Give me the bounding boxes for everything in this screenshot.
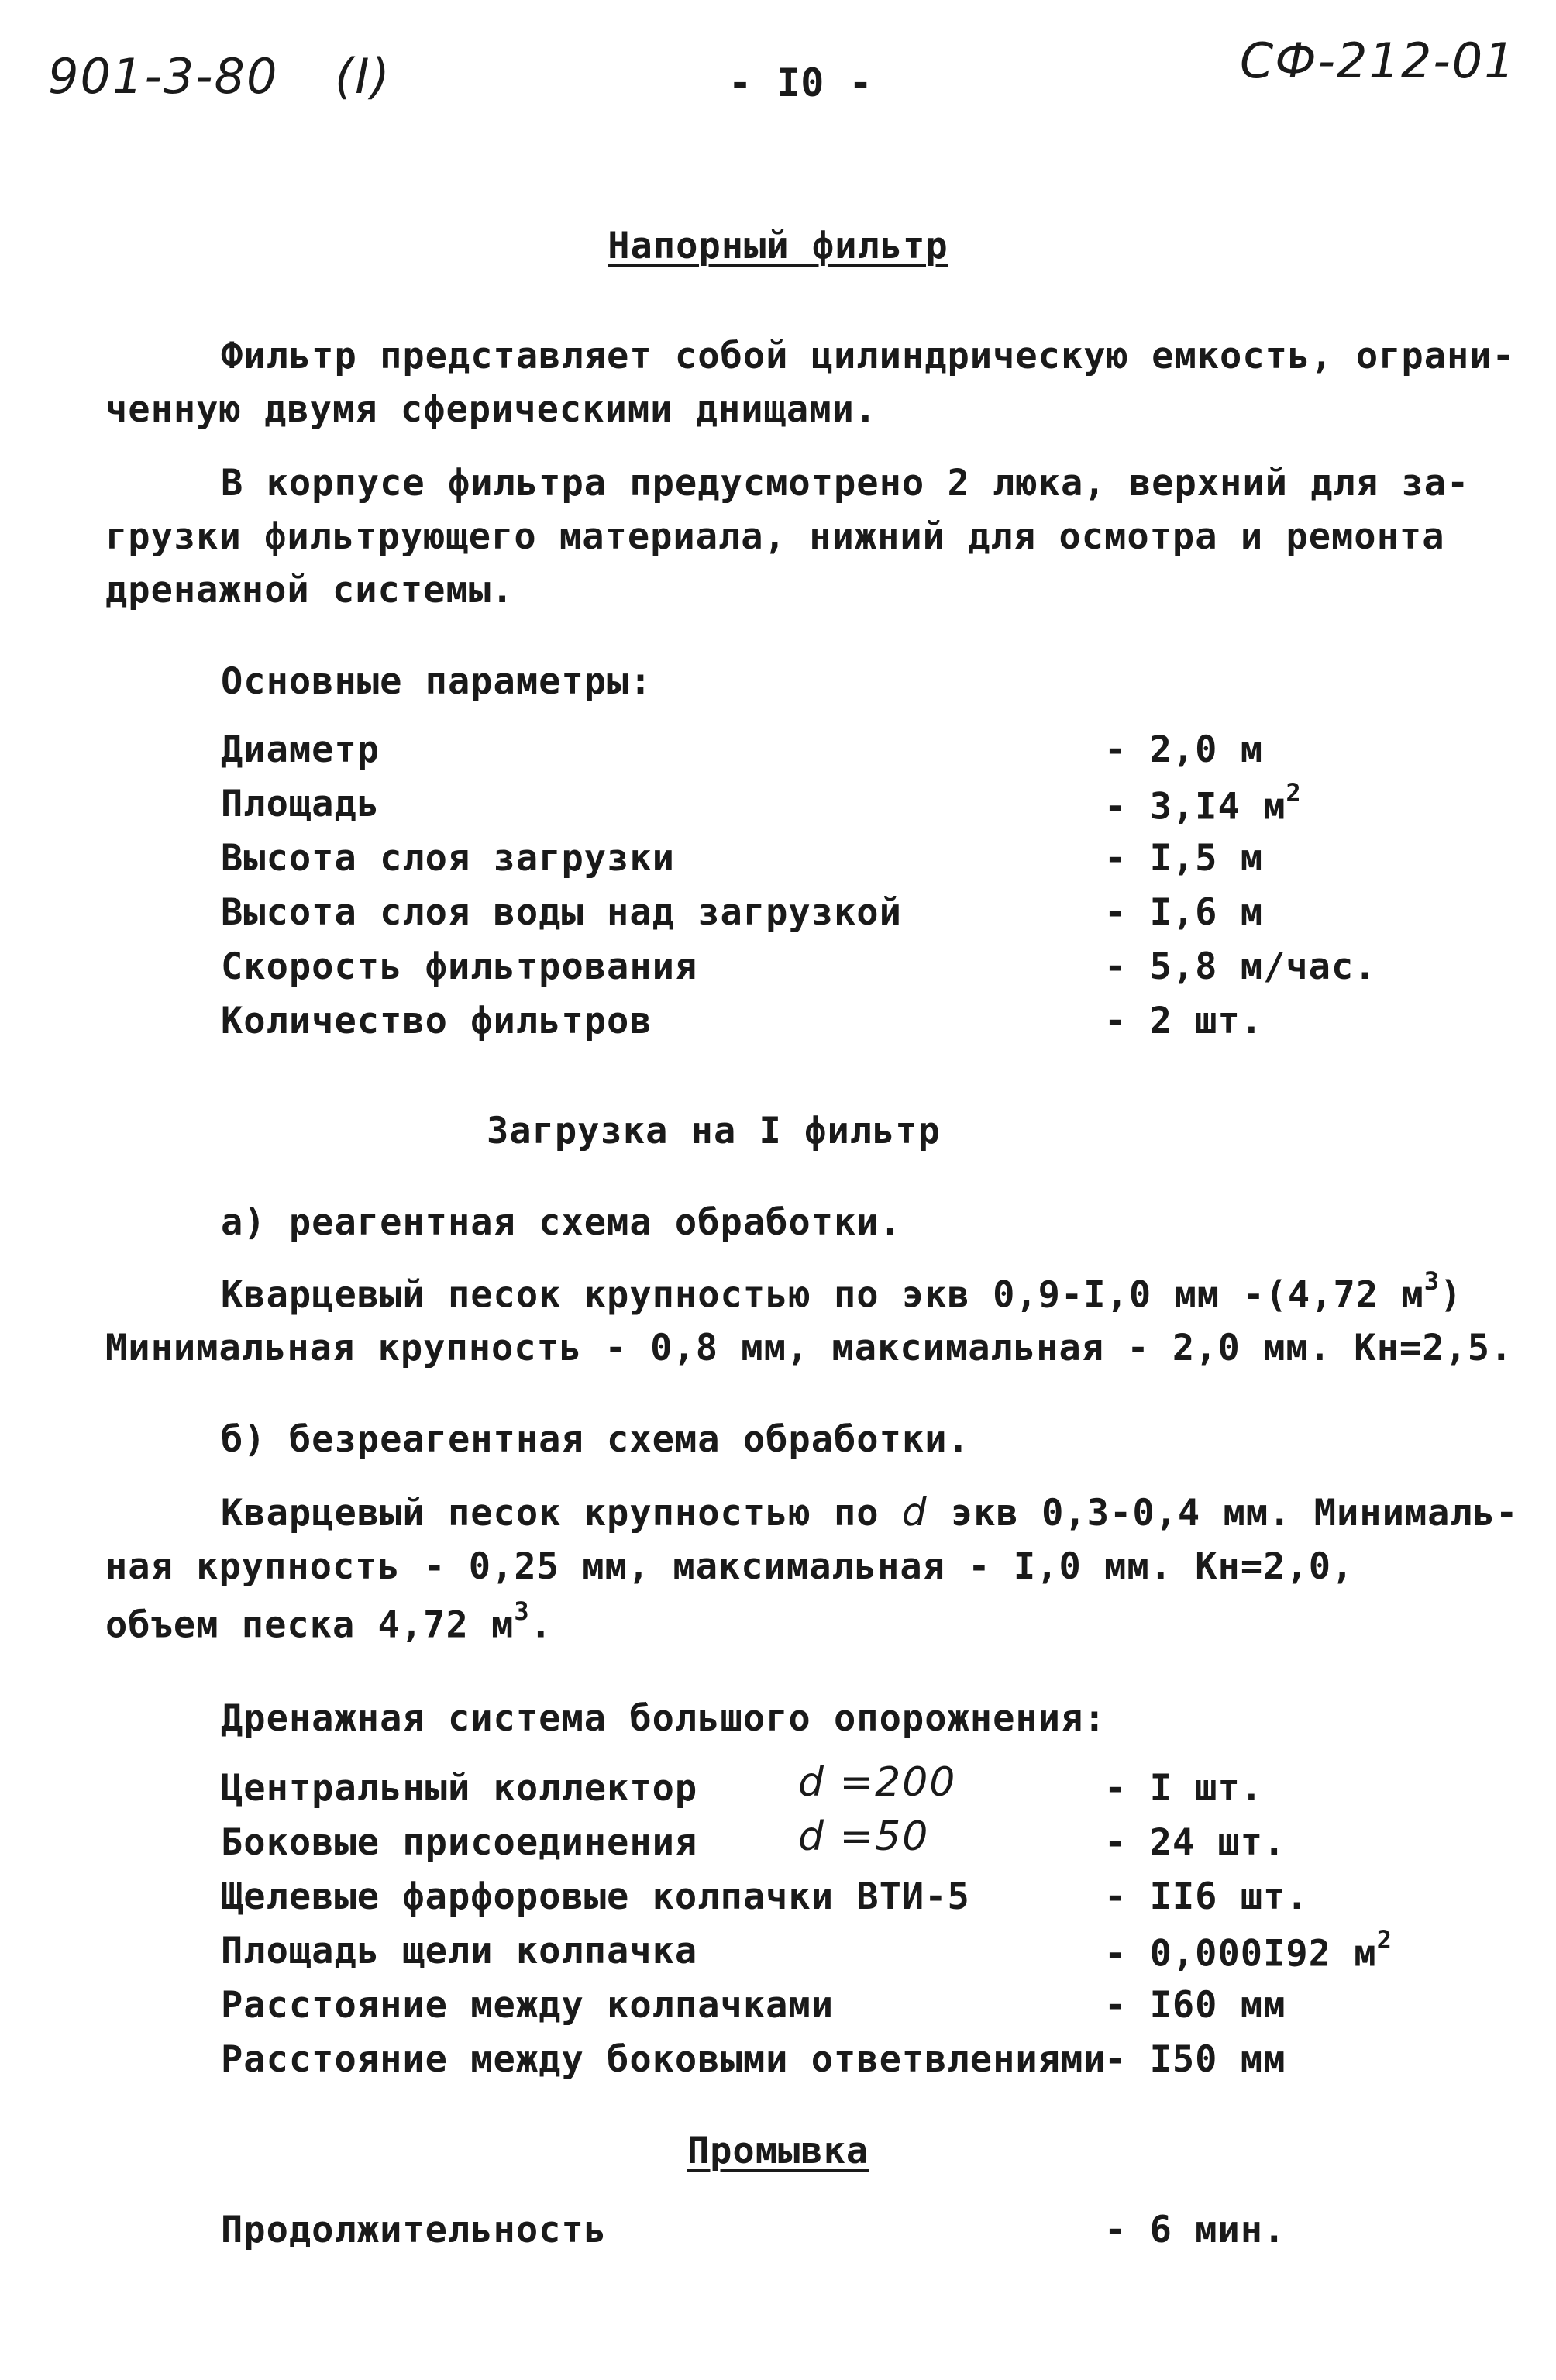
drainage-label: Расстояние между колпачками <box>221 1984 835 2027</box>
intro-p2-line2: грузки фильтрующего материала, нижний для осмотра и ремонта <box>105 515 1445 558</box>
page-title: Напорный фильтр <box>608 225 948 267</box>
param-label: Скорость фильтрования <box>221 945 698 988</box>
drainage-label: Щелевые фарфоровые колпачки ВТИ-5 <box>221 1875 970 1918</box>
drainage-value: - I шт. <box>1104 1767 1264 1810</box>
page-number: - I0 - <box>728 60 873 105</box>
drainage-label: Центральный коллектор <box>221 1767 698 1810</box>
drainage-value: - I50 мм <box>1104 2038 1286 2081</box>
drainage-heading: Дренажная система большого опорожнения: <box>221 1697 1107 1740</box>
intro-p2-line3: дренажной системы. <box>105 569 515 611</box>
param-value: - 3,I4 $м^2$ <box>1104 778 1302 828</box>
drainage-label: Расстояние между боковыми ответвлениями <box>221 2038 1107 2081</box>
param-value: - I,5 м <box>1104 837 1264 880</box>
scheme-a-title: а) реагентная схема обработки. <box>221 1201 902 1244</box>
drainage-diameter: d =50 <box>798 1813 930 1860</box>
param-label: Площадь <box>221 783 380 825</box>
param-value: - 5,8 м/час. <box>1104 945 1377 988</box>
scheme-a-line2: Минимальная крупность - 0,8 мм, максимальная - 2,0 мм. Кн=2,5. <box>105 1327 1513 1369</box>
doc-part: (I) <box>335 48 391 105</box>
scheme-b-line3: объем песка 4,72 $м^3$. <box>105 1596 553 1647</box>
intro-p1-line1: Фильтр представляет собой цилиндрическую емкость, ограни- <box>221 335 1515 377</box>
param-label: Высота слоя воды над загрузкой <box>221 891 902 934</box>
intro-p2-line1: В корпусе фильтра предусмотрено 2 люка, верхний для за- <box>221 462 1470 505</box>
scheme-b-line1: Кварцевый песок крупностью по d экв 0,3-0,4 мм. Минималь- <box>221 1490 1519 1534</box>
drainage-label: Боковые присоединения <box>221 1821 698 1864</box>
intro-p1-line2: ченную двумя сферическими днищами. <box>105 388 878 431</box>
drainage-diameter: d =200 <box>798 1759 957 1806</box>
flush-label: Продолжительность <box>221 2209 608 2251</box>
param-value: - 2,0 м <box>1104 728 1264 771</box>
param-label: Диаметр <box>221 728 380 771</box>
flush-value: - 6 мин. <box>1104 2209 1286 2251</box>
sheet-code: СФ-212-01 <box>1240 33 1516 89</box>
scheme-a-line1: Кварцевый песок крупностью по экв 0,9-I,0 мм -(4,72 $м^3$) <box>221 1266 1463 1317</box>
drainage-value: - 0,000I92 $м^2$ <box>1104 1925 1392 1975</box>
params-heading: Основные параметры: <box>221 660 652 703</box>
loading-heading: Загрузка на I фильтр <box>487 1110 941 1152</box>
flush-heading: Промывка <box>687 2130 869 2172</box>
drainage-value: - I60 мм <box>1104 1984 1286 2027</box>
param-value: - I,6 м <box>1104 891 1264 934</box>
drainage-label: Площадь щели колпачка <box>221 1930 698 1972</box>
param-label: Высота слоя загрузки <box>221 837 675 880</box>
drainage-value: - 24 шт. <box>1104 1821 1286 1864</box>
param-label: Количество фильтров <box>221 1000 652 1042</box>
doc-code: 901-3-80 <box>48 48 279 105</box>
param-value: - 2 шт. <box>1104 1000 1264 1042</box>
drainage-value: - II6 шт. <box>1104 1875 1309 1918</box>
scheme-b-line2: ная крупность - 0,25 мм, максимальная - I,0 мм. Кн=2,0, <box>105 1545 1355 1588</box>
scheme-b-title: б) безреагентная схема обработки. <box>221 1418 970 1461</box>
